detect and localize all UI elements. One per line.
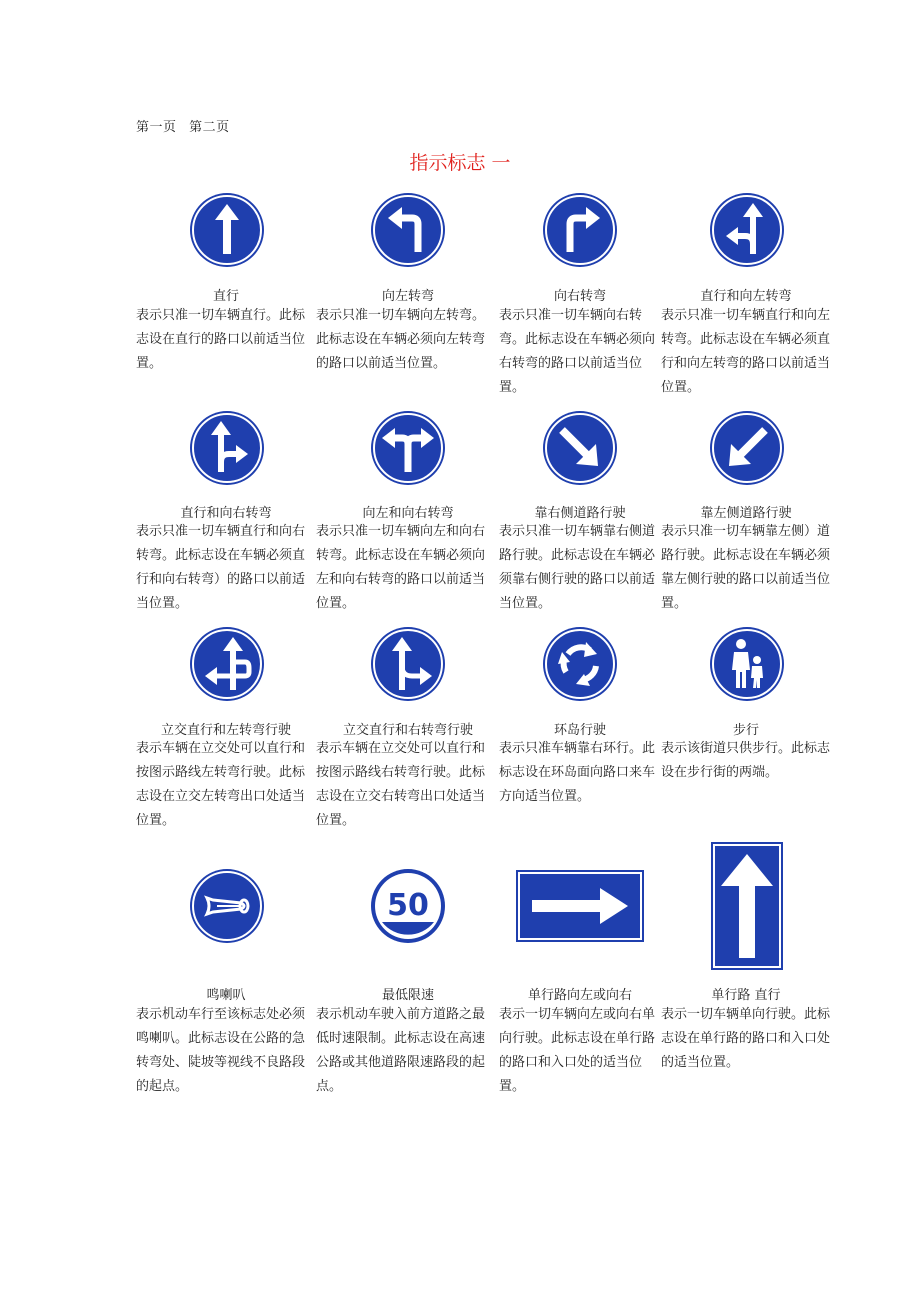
page-nav [136,116,238,135]
sign-description: 表示只准一切车辆靠右侧道路行驶。此标志设在车辆必须靠右侧行驶的路口以前适当位置。 [499,524,656,611]
sign-name: 向右转弯 [553,289,606,304]
sign-name: 靠右侧道路行驶 [534,506,626,521]
straight-arrow-icon [189,192,265,268]
sign-description: 表示车辆在立交处可以直行和按图示路线左转弯行驶。此标志设在立交左转弯出口处适当位置。 [136,741,306,828]
sign-description: 表示只准一切车辆向左和向右转弯。此标志设在车辆必须向左和向右转弯的路口以前适当位置。 [316,524,486,611]
sign-description: 表示车辆在立交处可以直行和按图示路线右转弯行驶。此标志设在立交右转弯出口处适当位置。 [316,741,486,828]
nav-page-2-link[interactable]: 第二页 [189,120,230,135]
sign-description: 表示只准一切车辆靠左侧）道路行驶。此标志设在车辆必须靠左侧行驶的路口以前适当位置。 [661,524,831,611]
sign-name: 直行 [212,289,239,304]
sign-name: 鸣喇叭 [206,988,246,1003]
sign-name: 立交直行和左转弯行驶 [160,723,291,738]
sign-name: 向左转弯 [381,289,434,304]
sign-name: 单行路 直行 [711,988,781,1003]
roundabout-icon [542,626,618,702]
sign-description: 表示只准车辆靠右环行。此标志设在环岛面向路口来车方向适当位置。 [499,741,656,804]
sign-name: 直行和向左转弯 [700,289,792,304]
sign-name: 最低限速 [381,988,434,1003]
sign-name: 向左和向右转弯 [362,506,454,521]
keep-right-arrow-icon [542,410,618,486]
turn-left-arrow-icon [370,192,446,268]
sign-name: 环岛行驶 [553,723,606,738]
sign-description: 表示只准一切车辆直行和向右转弯。此标志设在车辆必须直行和向右转弯）的路口以前适当位置。 [136,524,306,611]
pedestrians-icon [709,626,785,702]
straight-or-right-arrow-icon [189,410,265,486]
sign-name: 靠左侧道路行驶 [700,506,792,521]
interchange-straight-right-icon [370,626,446,702]
horn-icon [189,868,265,944]
sign-description: 表示只准一切车辆直行。此标志设在直行的路口以前适当位置。 [136,308,306,371]
sign-description: 表示一切车辆单向行驶。此标志设在单行路的路口和入口处的适当位置。 [661,1007,831,1070]
one-way-left-right-icon [516,870,644,942]
sign-name: 步行 [732,723,759,738]
one-way-straight-icon [711,842,783,970]
left-or-right-arrow-icon [370,410,446,486]
sign-description: 表示只准一切车辆向右转弯。此标志设在车辆必须向右转弯的路口以前适当位置。 [499,308,656,395]
sign-description: 表示只准一切车辆向左转弯。此标志设在车辆必须向左转弯的路口以前适当位置。 [316,308,486,371]
sign-name: 直行和向右转弯 [180,506,272,521]
sign-name: 单行路向左或向右 [527,988,632,1003]
sign-description: 表示机动车行至该标志处必须鸣喇叭。此标志设在公路的急转弯处、陡坡等视线不良路段的起点。 [136,1007,306,1094]
minimum-speed-icon [370,868,446,944]
page-title: 指示标志 一 [409,152,511,174]
sign-description: 表示机动车驶入前方道路之最低时速限制。此标志设在高速公路或其他道路限速路段的起点。 [316,1007,486,1094]
keep-left-arrow-icon [709,410,785,486]
sign-name: 立交直行和右转弯行驶 [342,723,473,738]
interchange-straight-left-icon [189,626,265,702]
turn-right-arrow-icon [542,192,618,268]
nav-page-1-link[interactable]: 第一页 [136,120,177,135]
svg-text:50: 50 [387,888,429,923]
sign-description: 表示该街道只供步行。此标志设在步行街的两端。 [661,741,831,780]
straight-or-left-arrow-icon [709,192,785,268]
sign-description: 表示只准一切车辆直行和向左转弯。此标志设在车辆必须直行和向左转弯的路口以前适当位置。 [661,308,831,395]
sign-description: 表示一切车辆向左或向右单向行驶。此标志设在单行路的路口和入口处的适当位置。 [499,1007,656,1094]
